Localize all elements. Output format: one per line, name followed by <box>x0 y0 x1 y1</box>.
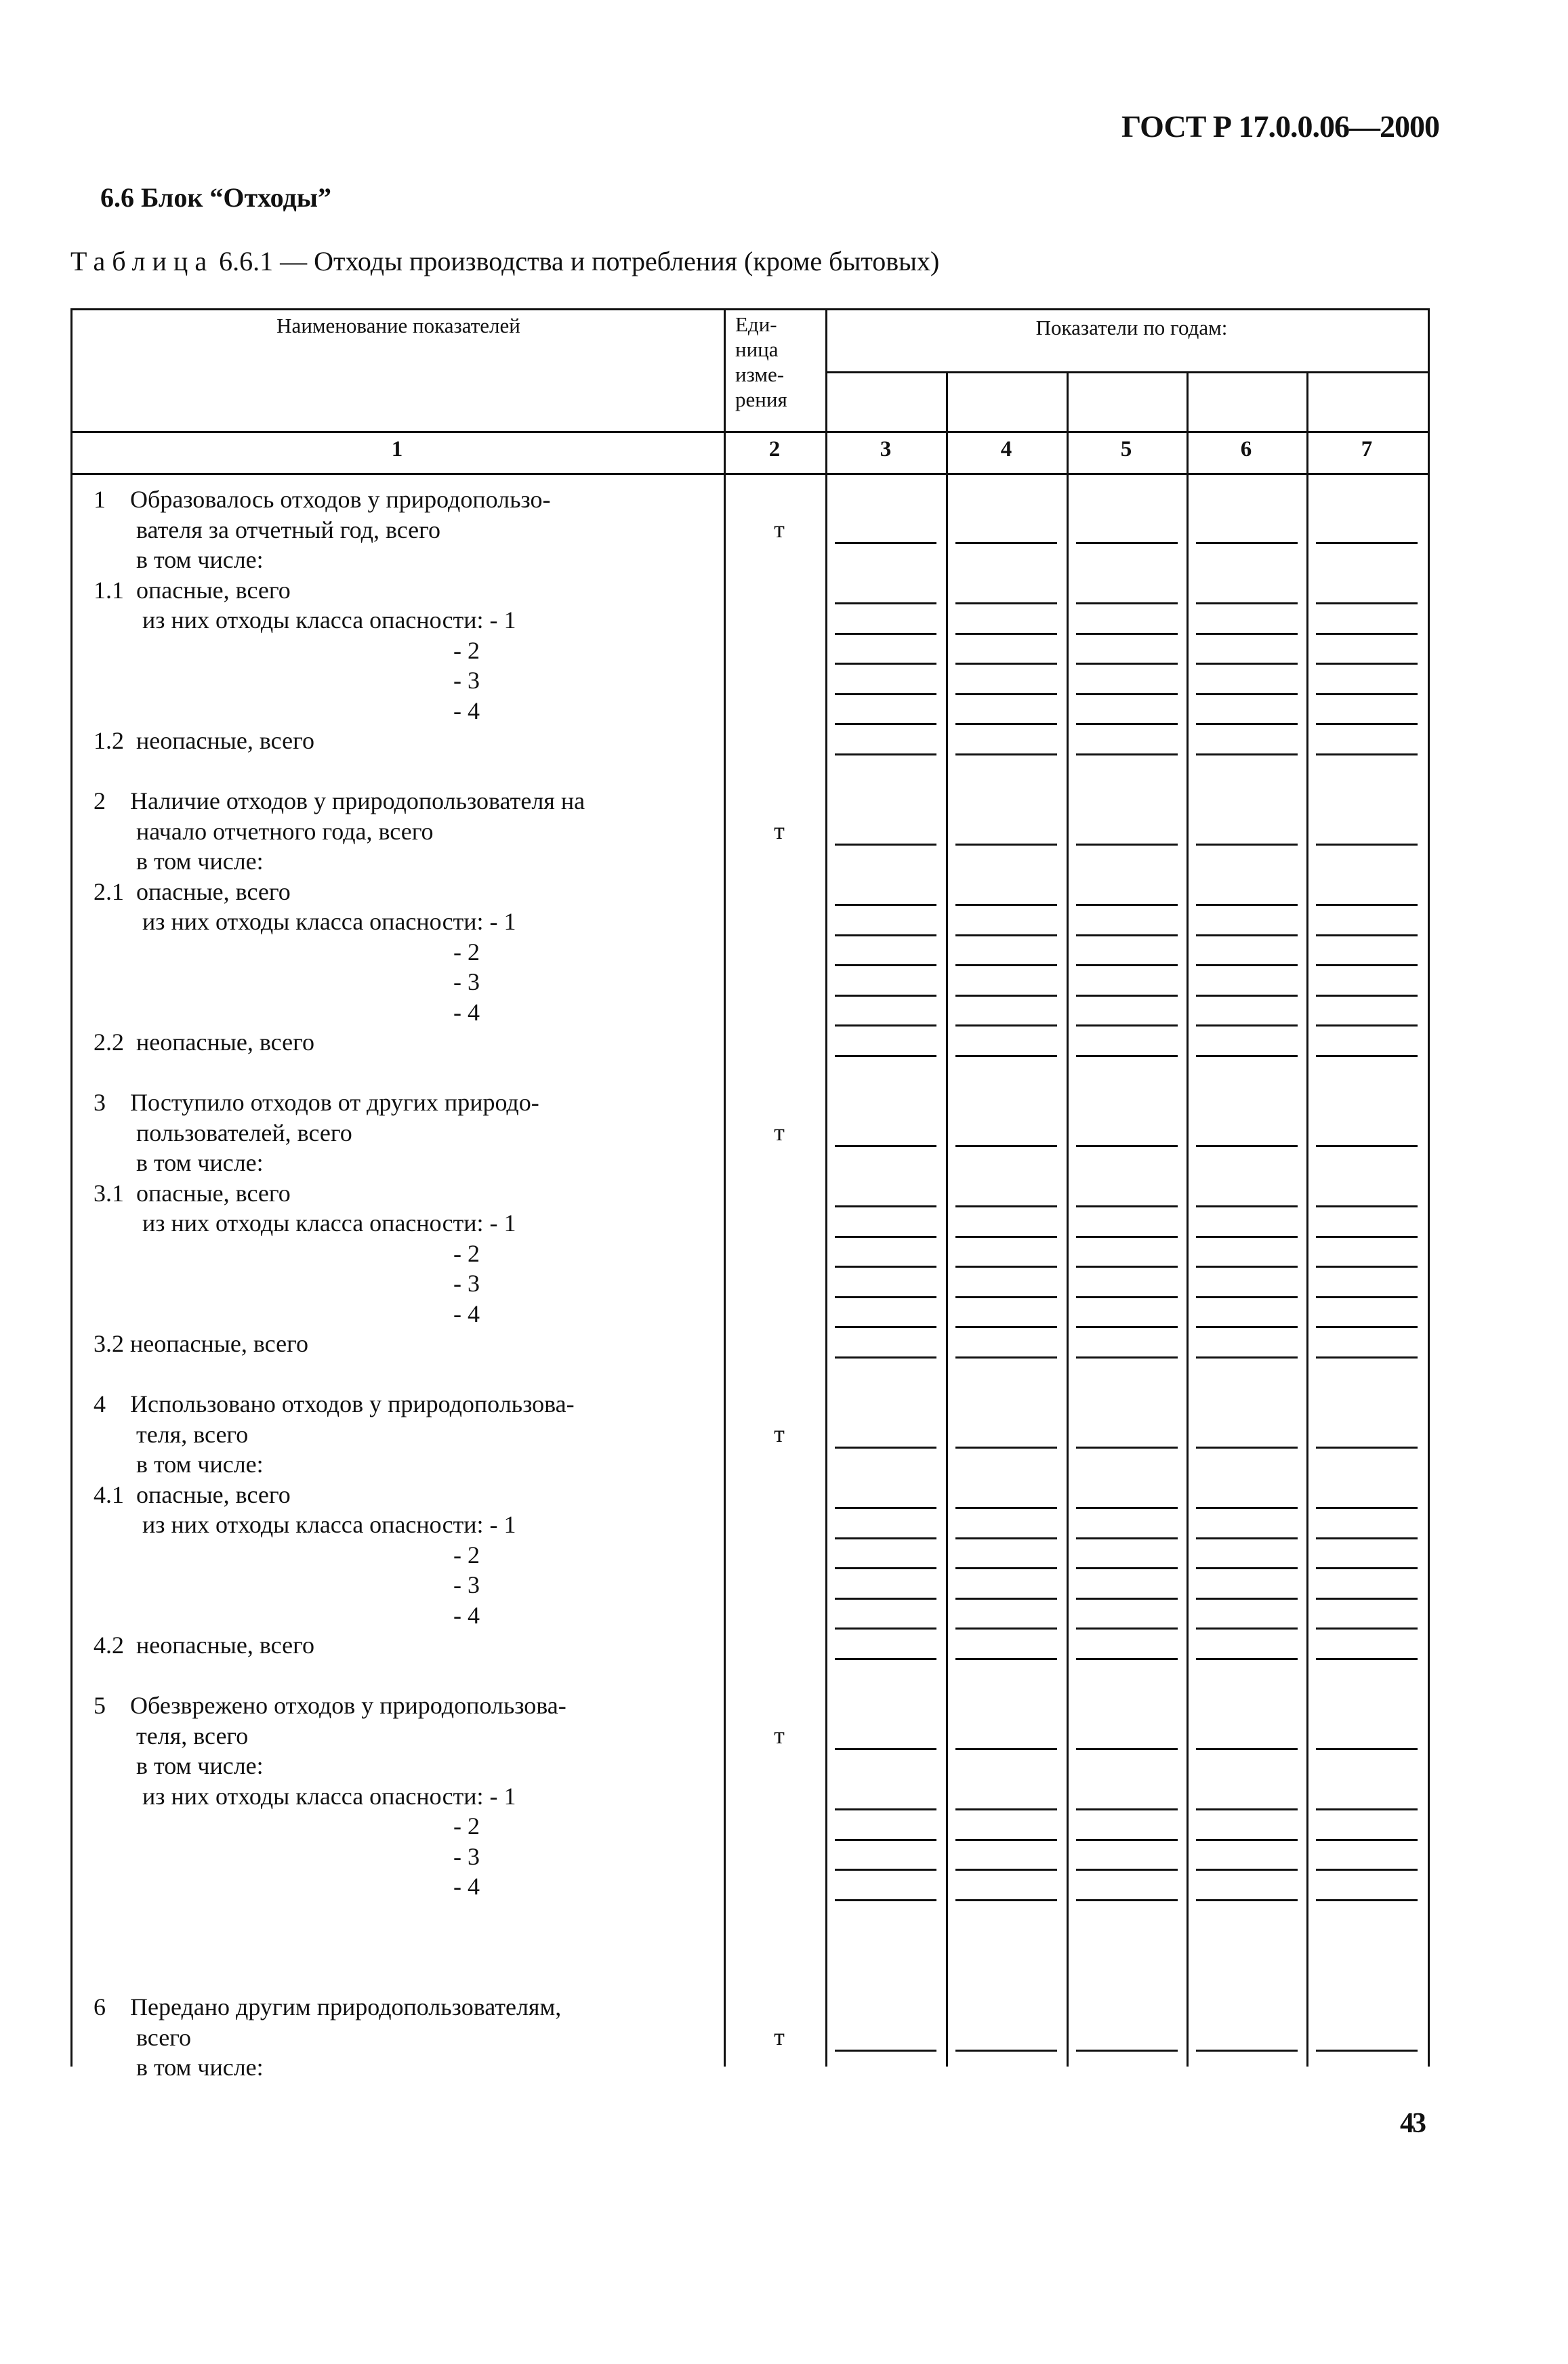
blank-entry-line <box>1076 1356 1178 1359</box>
blank-entry-line <box>1076 904 1178 906</box>
blank-entry-line <box>1076 1447 1178 1449</box>
blank-entry-line <box>1196 1447 1298 1449</box>
blank-entry-line <box>1076 1537 1178 1539</box>
indicator-line: - 4 <box>94 1873 480 1900</box>
blank-entry-line <box>1196 844 1298 846</box>
column-number: 5 <box>1120 437 1132 461</box>
header-unit-line: Еди- <box>735 312 777 336</box>
indicator-line: из них отходы класса опасности: - 1 <box>94 1511 516 1538</box>
blank-entry-line <box>955 602 1057 604</box>
blank-entry-line <box>835 934 936 936</box>
column-number: 6 <box>1240 437 1252 461</box>
blank-entry-line <box>955 693 1057 695</box>
blank-entry-line <box>1076 1507 1178 1509</box>
indicator-line: - 2 <box>94 1812 480 1840</box>
blank-entry-line <box>835 753 936 755</box>
blank-entry-line <box>1316 663 1418 665</box>
blank-entry-line <box>835 1748 936 1750</box>
indicator-line: всего <box>94 2023 192 2051</box>
column-number-line <box>70 473 1430 475</box>
header-unit-line: изме- <box>735 362 785 386</box>
indicator-line: - 4 <box>94 998 480 1026</box>
blank-entry-line <box>1076 1808 1178 1810</box>
column-divider <box>1067 371 1069 2067</box>
blank-entry-line <box>1196 1024 1298 1027</box>
blank-entry-line <box>1076 1869 1178 1871</box>
blank-entry-line <box>835 1839 936 1841</box>
column-number: 1 <box>391 437 403 461</box>
column-divider <box>724 308 726 2067</box>
blank-entry-line <box>1196 1145 1298 1147</box>
blank-entry-line <box>835 1145 936 1147</box>
blank-entry-line <box>1076 1598 1178 1600</box>
column-number: 7 <box>1361 437 1373 461</box>
blank-entry-line <box>1316 1899 1418 1901</box>
blank-entry-line <box>835 1567 936 1569</box>
blank-entry-line <box>1196 1658 1298 1660</box>
blank-entry-line <box>835 1266 936 1268</box>
blank-entry-line <box>955 1658 1057 1660</box>
blank-entry-line <box>955 1145 1057 1147</box>
indicator-line: теля, всего <box>94 1722 249 1749</box>
blank-entry-line <box>1316 1869 1418 1871</box>
column-divider <box>70 308 73 2067</box>
indicator-line: 1 Образовалось отходов у природопользо- <box>94 486 551 513</box>
blank-entry-line <box>1196 753 1298 755</box>
indicator-line: - 4 <box>94 697 480 724</box>
blank-entry-line <box>1076 1024 1178 1027</box>
table-caption-label: Таблица <box>70 246 214 276</box>
blank-entry-line <box>1316 1598 1418 1600</box>
blank-entry-line <box>1316 2050 1418 2052</box>
blank-entry-line <box>1316 1537 1418 1539</box>
column-divider <box>825 308 827 2067</box>
blank-entry-line <box>835 1024 936 1027</box>
blank-entry-line <box>955 1205 1057 1207</box>
indicator-line: вателя за отчетный год, всего <box>94 516 440 543</box>
blank-entry-line <box>1076 1296 1178 1298</box>
blank-entry-line <box>835 2050 936 2052</box>
blank-entry-line <box>1076 1055 1178 1057</box>
table-row-indicator <box>94 1992 561 2083</box>
blank-entry-line <box>1196 633 1298 635</box>
blank-entry-line <box>955 753 1057 755</box>
column-number: 3 <box>880 437 892 461</box>
indicator-line: 5 Обезврежено отходов у природопользова- <box>94 1692 566 1719</box>
blank-entry-line <box>1076 1839 1178 1841</box>
section-title: 6.6 Блок “Отходы” <box>100 182 331 213</box>
blank-entry-line <box>835 1627 936 1630</box>
blank-entry-line <box>955 1055 1057 1057</box>
blank-entry-line <box>1316 693 1418 695</box>
blank-entry-line <box>1316 1145 1418 1147</box>
blank-entry-line <box>1316 1266 1418 1268</box>
indicator-line: 2.2 неопасные, всего <box>94 1029 314 1056</box>
indicator-line: начало отчетного года, всего <box>94 817 434 845</box>
indicator-line: - 4 <box>94 1300 480 1327</box>
blank-entry-line <box>955 1869 1057 1871</box>
blank-entry-line <box>835 1447 936 1449</box>
indicator-line: - 3 <box>94 968 480 995</box>
blank-entry-line <box>1196 904 1298 906</box>
indicator-line: в том числе: <box>94 1752 264 1779</box>
blank-entry-line <box>1196 1236 1298 1238</box>
blank-entry-line <box>1076 1236 1178 1238</box>
blank-entry-line <box>1076 964 1178 966</box>
indicator-line: 1.1 опасные, всего <box>94 576 291 604</box>
blank-entry-line <box>1076 633 1178 635</box>
indicator-line: из них отходы класса опасности: - 1 <box>94 1782 516 1810</box>
blank-entry-line <box>1316 844 1418 846</box>
blank-entry-line <box>955 1296 1057 1298</box>
blank-entry-line <box>1316 904 1418 906</box>
indicator-line: - 4 <box>94 1601 480 1629</box>
unit-cell: т <box>774 1419 785 1447</box>
blank-entry-line <box>955 904 1057 906</box>
blank-entry-line <box>955 1567 1057 1569</box>
table-row-indicator <box>94 786 585 1058</box>
blank-entry-line <box>1316 1447 1418 1449</box>
header-bottom-line <box>70 431 1430 433</box>
blank-entry-line <box>955 663 1057 665</box>
blank-entry-line <box>835 1205 936 1207</box>
blank-entry-line <box>835 663 936 665</box>
indicator-line: - 2 <box>94 938 480 966</box>
indicator-line: 4.2 неопасные, всего <box>94 1632 314 1659</box>
blank-entry-line <box>1316 1627 1418 1630</box>
blank-entry-line <box>955 2050 1057 2052</box>
unit-cell: т <box>774 816 785 844</box>
blank-entry-line <box>835 1296 936 1298</box>
indicator-line: 4 Использовано отходов у природопользова- <box>94 1390 575 1417</box>
blank-entry-line <box>1196 1598 1298 1600</box>
blank-entry-line <box>1076 753 1178 755</box>
blank-entry-line <box>955 995 1057 997</box>
blank-entry-line <box>1196 1055 1298 1057</box>
indicator-line: - 3 <box>94 1571 480 1598</box>
blank-entry-line <box>955 1356 1057 1359</box>
blank-entry-line <box>1076 1627 1178 1630</box>
blank-entry-line <box>1316 964 1418 966</box>
blank-entry-line <box>835 964 936 966</box>
blank-entry-line <box>955 934 1057 936</box>
indicator-line: 2 Наличие отходов у природопользователя на <box>94 787 585 814</box>
blank-entry-line <box>1196 1808 1298 1810</box>
blank-entry-line <box>1196 1869 1298 1871</box>
indicator-line: в том числе: <box>94 848 264 875</box>
indicator-line: 4.1 опасные, всего <box>94 1480 291 1508</box>
blank-entry-line <box>835 1598 936 1600</box>
column-divider <box>1306 371 1308 2067</box>
indicator-line: в том числе: <box>94 2054 264 2081</box>
blank-entry-line <box>955 1537 1057 1539</box>
unit-cell: т <box>774 1118 785 1146</box>
blank-entry-line <box>1196 995 1298 997</box>
blank-entry-line <box>1076 934 1178 936</box>
blank-entry-line <box>1316 1658 1418 1660</box>
blank-entry-line <box>835 904 936 906</box>
blank-entry-line <box>955 1627 1057 1630</box>
blank-entry-line <box>835 1356 936 1359</box>
blank-entry-line <box>955 1808 1057 1810</box>
indicator-line: в том числе: <box>94 1451 264 1478</box>
blank-entry-line <box>1196 1507 1298 1509</box>
blank-entry-line <box>835 1808 936 1810</box>
indicator-line: - 3 <box>94 1842 480 1870</box>
blank-entry-line <box>1316 1808 1418 1810</box>
indicator-line: в том числе: <box>94 546 264 573</box>
blank-entry-line <box>835 1869 936 1871</box>
blank-entry-line <box>1196 1205 1298 1207</box>
header-years: Показатели по годам: <box>1035 316 1228 339</box>
blank-entry-line <box>1196 1899 1298 1901</box>
indicator-line: - 2 <box>94 636 480 664</box>
column-number: 2 <box>768 437 781 461</box>
blank-entry-line <box>955 1598 1057 1600</box>
blank-entry-line <box>1076 693 1178 695</box>
blank-entry-line <box>1196 1839 1298 1841</box>
blank-entry-line <box>955 633 1057 635</box>
indicator-line: - 2 <box>94 1541 480 1569</box>
blank-entry-line <box>835 1507 936 1509</box>
blank-entry-line <box>835 995 936 997</box>
blank-entry-line <box>835 693 936 695</box>
blank-entry-line <box>835 542 936 544</box>
blank-entry-line <box>835 844 936 846</box>
blank-entry-line <box>1196 693 1298 695</box>
indicator-line: 3.2 неопасные, всего <box>94 1330 308 1357</box>
blank-entry-line <box>1076 1205 1178 1207</box>
blank-entry-line <box>1316 1236 1418 1238</box>
blank-entry-line <box>1196 1356 1298 1359</box>
table-caption-text: 6.6.1 — Отходы производства и потребления (кроме бытовых) <box>219 246 940 276</box>
blank-entry-line <box>1316 995 1418 997</box>
blank-entry-line <box>1076 1899 1178 1901</box>
blank-entry-line <box>1196 1266 1298 1268</box>
page-number: 43 <box>1400 2108 1424 2139</box>
blank-entry-line <box>1196 1567 1298 1569</box>
table-row-indicator <box>94 1691 566 1902</box>
blank-entry-line <box>955 1748 1057 1750</box>
unit-cell: т <box>774 1721 785 1749</box>
blank-entry-line <box>1076 2050 1178 2052</box>
table-row-indicator <box>94 1087 539 1359</box>
header-unit <box>735 312 823 412</box>
blank-entry-line <box>1316 1296 1418 1298</box>
blank-entry-line <box>1196 542 1298 544</box>
indicator-line: 3.1 опасные, всего <box>94 1179 291 1207</box>
indicator-line: в том числе: <box>94 1149 264 1176</box>
blank-entry-line <box>1316 1024 1418 1027</box>
indicator-line: 1.2 неопасные, всего <box>94 727 314 754</box>
blank-entry-line <box>955 1839 1057 1841</box>
blank-entry-line <box>1196 964 1298 966</box>
blank-entry-line <box>1316 1356 1418 1359</box>
unit-cell: т <box>774 515 785 543</box>
blank-entry-line <box>955 1899 1057 1901</box>
column-number: 4 <box>1000 437 1012 461</box>
blank-entry-line <box>1196 723 1298 725</box>
blank-entry-line <box>1316 1055 1418 1057</box>
blank-entry-line <box>955 1507 1057 1509</box>
blank-entry-line <box>835 633 936 635</box>
blank-entry-line <box>1076 542 1178 544</box>
blank-entry-line <box>835 602 936 604</box>
indicator-line: пользователей, всего <box>94 1119 352 1146</box>
indicator-line: 3 Поступило отходов от других природо- <box>94 1089 539 1116</box>
blank-entry-line <box>835 1055 936 1057</box>
column-divider <box>1187 371 1189 2067</box>
indicator-line: теля, всего <box>94 1420 249 1448</box>
blank-entry-line <box>1316 542 1418 544</box>
blank-entry-line <box>1316 633 1418 635</box>
indicator-line: - 2 <box>94 1239 480 1267</box>
blank-entry-line <box>955 1447 1057 1449</box>
blank-entry-line <box>955 1024 1057 1027</box>
blank-entry-line <box>1196 1296 1298 1298</box>
blank-entry-line <box>1196 1627 1298 1630</box>
blank-entry-line <box>1316 602 1418 604</box>
blank-entry-line <box>1076 995 1178 997</box>
blank-entry-line <box>1076 663 1178 665</box>
blank-entry-line <box>1076 844 1178 846</box>
unit-cell: т <box>774 2023 785 2050</box>
blank-entry-line <box>1316 753 1418 755</box>
blank-entry-line <box>1196 934 1298 936</box>
years-subheader-line <box>825 371 1430 373</box>
blank-entry-line <box>1076 602 1178 604</box>
indicator-line: из них отходы класса опасности: - 1 <box>94 606 516 634</box>
blank-entry-line <box>835 1326 936 1328</box>
header-indicator-name: Наименование показателей <box>276 314 520 337</box>
document-code: ГОСТ Р 17.0.0.06—2000 <box>1121 109 1439 144</box>
blank-entry-line <box>955 723 1057 725</box>
blank-entry-line <box>835 1236 936 1238</box>
blank-entry-line <box>1316 1839 1418 1841</box>
table-row-indicator <box>94 484 551 756</box>
table-row-indicator <box>94 1389 575 1661</box>
indicator-line: из них отходы класса опасности: - 1 <box>94 1209 516 1237</box>
blank-entry-line <box>1196 2050 1298 2052</box>
blank-entry-line <box>835 1537 936 1539</box>
blank-entry-line <box>1316 723 1418 725</box>
blank-entry-line <box>1196 602 1298 604</box>
blank-entry-line <box>1076 1145 1178 1147</box>
blank-entry-line <box>1316 934 1418 936</box>
blank-entry-line <box>955 1236 1057 1238</box>
blank-entry-line <box>1076 1567 1178 1569</box>
blank-entry-line <box>955 542 1057 544</box>
blank-entry-line <box>955 964 1057 966</box>
blank-entry-line <box>1316 1326 1418 1328</box>
blank-entry-line <box>1076 723 1178 725</box>
blank-entry-line <box>955 1266 1057 1268</box>
blank-entry-line <box>955 1326 1057 1328</box>
blank-entry-line <box>835 1658 936 1660</box>
indicator-line: 6 Передано другим природопользователям, <box>94 1993 562 2020</box>
blank-entry-line <box>1316 1748 1418 1750</box>
header-unit-line: рения <box>735 388 787 411</box>
blank-entry-line <box>835 723 936 725</box>
header-unit-line: ница <box>735 337 779 361</box>
blank-entry-line <box>835 1899 936 1901</box>
column-divider <box>1428 308 1430 2067</box>
indicator-line: из них отходы класса опасности: - 1 <box>94 908 516 935</box>
indicator-line: 2.1 опасные, всего <box>94 877 291 905</box>
blank-entry-line <box>1316 1205 1418 1207</box>
table-border-top <box>70 308 1430 310</box>
column-divider <box>946 371 948 2067</box>
indicator-line: - 3 <box>94 1270 480 1297</box>
blank-entry-line <box>1196 1748 1298 1750</box>
blank-entry-line <box>1076 1748 1178 1750</box>
blank-entry-line <box>1196 663 1298 665</box>
blank-entry-line <box>955 844 1057 846</box>
blank-entry-line <box>1076 1326 1178 1328</box>
blank-entry-line <box>1076 1266 1178 1268</box>
blank-entry-line <box>1076 1658 1178 1660</box>
indicator-line: - 3 <box>94 667 480 694</box>
blank-entry-line <box>1196 1326 1298 1328</box>
blank-entry-line <box>1316 1507 1418 1509</box>
blank-entry-line <box>1316 1567 1418 1569</box>
blank-entry-line <box>1196 1537 1298 1539</box>
